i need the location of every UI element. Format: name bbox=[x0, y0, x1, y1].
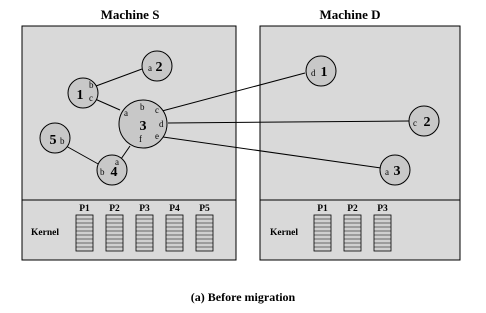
machine-s-proc-label-1: P1 bbox=[79, 204, 90, 214]
process-d3-number: 3 bbox=[393, 164, 401, 179]
process-4 bbox=[97, 155, 127, 185]
process-4-port-a: a bbox=[115, 157, 119, 167]
process-d2 bbox=[409, 106, 439, 136]
process-3 bbox=[119, 100, 167, 148]
machine-s-proc-label-4: P4 bbox=[169, 204, 180, 214]
machine-d-kernel-label: Kernel bbox=[270, 228, 298, 238]
machine-s-title: Machine S bbox=[100, 7, 160, 22]
machine-s-proc-table-5 bbox=[196, 215, 213, 251]
process-2-port-a: a bbox=[148, 63, 152, 73]
process-d3 bbox=[380, 155, 410, 185]
process-d1-number: 1 bbox=[320, 65, 328, 80]
process-4-port-b: b bbox=[100, 167, 105, 177]
machine-d-proc-table-1 bbox=[314, 215, 331, 251]
process-1-number: 1 bbox=[76, 88, 84, 103]
process-3-port-f: f bbox=[139, 134, 142, 144]
machine-d-proc-table-2 bbox=[344, 215, 361, 251]
machine-s-proc-label-3: P3 bbox=[139, 204, 150, 214]
machine-s-proc-table-3 bbox=[136, 215, 153, 251]
process-5 bbox=[40, 123, 70, 153]
machine-d-proc-label-3: P3 bbox=[377, 204, 388, 214]
machine-s-proc-table-2 bbox=[106, 215, 123, 251]
machine-s-kernel-label: Kernel bbox=[31, 228, 59, 238]
process-3-port-e: e bbox=[155, 131, 159, 141]
machine-s-proc-table-1 bbox=[76, 215, 93, 251]
process-1-port-b: b bbox=[89, 80, 94, 90]
process-2 bbox=[142, 51, 172, 81]
process-1 bbox=[68, 78, 98, 108]
process-3-port-b: b bbox=[140, 102, 145, 112]
process-d2-port-c: c bbox=[413, 118, 417, 128]
process-3-port-a: a bbox=[124, 108, 128, 118]
figure-caption: (a) Before migration bbox=[190, 290, 296, 304]
machine-d-proc-label-1: P1 bbox=[317, 204, 328, 214]
process-3-number: 3 bbox=[139, 119, 147, 134]
machine-d-proc-label-2: P2 bbox=[347, 204, 358, 214]
machine-d-proc-table-3 bbox=[374, 215, 391, 251]
process-d1-port-d: d bbox=[311, 68, 316, 78]
machine-s-proc-label-5: P5 bbox=[199, 204, 210, 214]
process-3-port-d: d bbox=[159, 119, 164, 129]
machine-s-proc-table-4 bbox=[166, 215, 183, 251]
machine-d-title: Machine D bbox=[319, 7, 381, 22]
process-5-port-b: b bbox=[60, 136, 65, 146]
process-1-port-c: c bbox=[89, 93, 93, 103]
process-d3-port-a: a bbox=[385, 167, 389, 177]
process-4-number: 4 bbox=[110, 165, 118, 180]
process-5-number: 5 bbox=[49, 133, 57, 148]
process-2-number: 2 bbox=[155, 60, 163, 75]
process-d2-number: 2 bbox=[423, 115, 431, 130]
process-d1 bbox=[306, 56, 336, 86]
process-3-port-c: c bbox=[155, 105, 159, 115]
machine-s-proc-label-2: P2 bbox=[109, 204, 120, 214]
